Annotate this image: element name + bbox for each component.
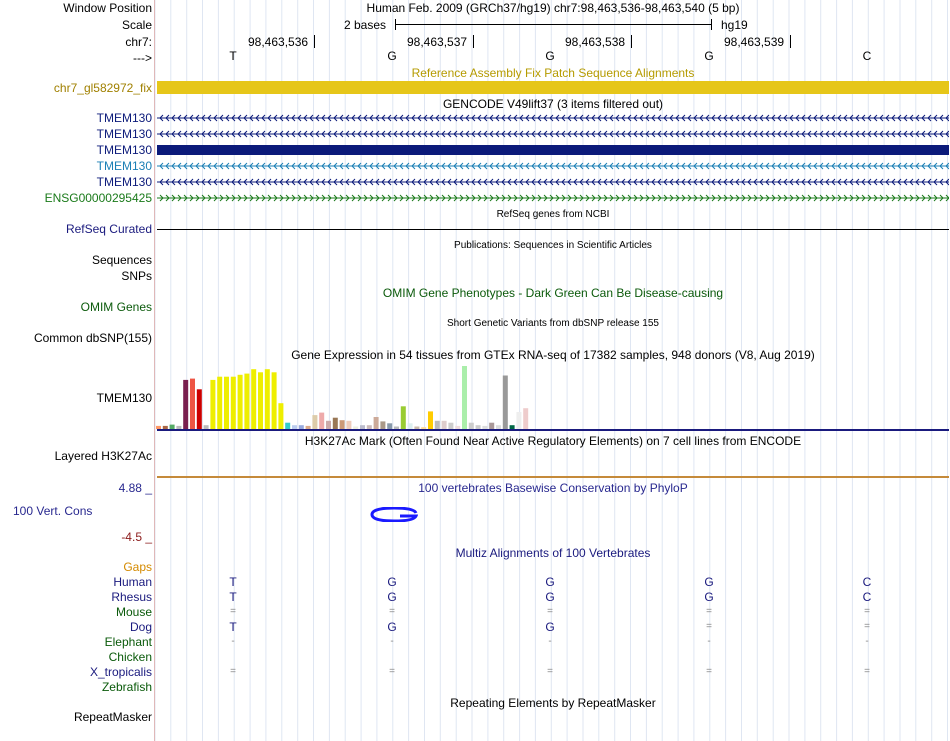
refseq-gene-line[interactable] [157,229,949,230]
scale-db: hg19 [721,18,748,32]
gtex-tissue-bar [428,411,433,429]
omim-label[interactable]: OMIM Genes [80,300,152,314]
gtex-tissue-bar [319,413,324,429]
gtex-tissue-bar [340,420,345,429]
multiz-species-x_tropicalis[interactable]: X_tropicalis [89,665,152,679]
gtex-baseline [157,429,949,431]
gtex-tissue-bar [516,412,521,429]
multiz-species-elephant[interactable]: Elephant [104,635,152,649]
coord-tick-1 [314,35,315,48]
multiz-base: G [387,590,397,604]
gtex-tissue-bar [224,377,229,429]
gtex-tissue-bar [442,421,447,429]
multiz-base: - [231,636,235,647]
multiz-base: T [229,590,237,604]
coord-2: 98,463,537 [407,35,468,49]
gencode-item-label-4[interactable]: TMEM130 [96,159,152,173]
scale-bar [395,24,712,25]
multiz-base: = [389,666,395,677]
gtex-tissue-bar [374,417,379,429]
multiz-base: C [862,575,872,589]
gencode-transcript-3-exon[interactable] [157,145,949,155]
gencode-item-label-1[interactable]: TMEM130 [96,111,152,125]
scale-bar-left-tick [395,19,396,30]
multiz-species-human[interactable]: Human [113,575,152,589]
multiz-base: = [706,666,712,677]
coord-3: 98,463,538 [565,35,626,49]
dbsnp-label[interactable]: Common dbSNP(155) [33,331,152,345]
refseq-label[interactable]: RefSeq Curated [65,222,152,236]
coord-tick-2 [473,35,474,48]
base-4: G [704,49,714,63]
gtex-tissue-bar [210,380,215,429]
gtex-title: Gene Expression in 54 tissues from GTEx RNA-seq of 17382 samples, 948 donors (V8, Aug 2019) [291,348,815,362]
multiz-base: - [865,636,869,647]
gencode-item-label-3[interactable]: TMEM130 [96,143,152,157]
multiz-base: G [387,575,397,589]
multiz-base: C [862,590,872,604]
base-5: C [862,49,872,63]
strand-label: ---> [133,51,152,65]
multiz-base: = [706,606,712,617]
cons-min-label: -4.5 _ [121,530,152,544]
gtex-tissue-bar [312,415,317,429]
multiz-base: = [547,666,553,677]
gtex-tissue-bar [190,379,195,429]
coord-4: 98,463,539 [724,35,785,49]
gtex-tissue-bar [326,421,331,429]
gtex-tissue-bar [503,376,508,430]
gencode-title: GENCODE V49lift37 (3 items filtered out) [442,97,664,111]
scale-label: Scale [121,18,152,32]
gtex-tissue-bar [346,421,351,429]
gtex-tissue-bar [231,377,236,429]
fix-patch-label[interactable]: chr7_gl582972_fix [53,81,152,95]
coord-tick-3 [631,35,632,48]
fix-patch-bar[interactable] [157,81,949,94]
repeatmasker-label[interactable]: RepeatMasker [73,710,152,724]
gtex-tissue-bar [380,421,385,429]
multiz-species-chicken[interactable]: Chicken [108,650,152,664]
h3k27ac-signal[interactable] [157,476,949,478]
multiz-base: G [545,575,555,589]
gtex-tissue-bar [333,418,338,429]
multiz-base: = [547,606,553,617]
window-position-value: Human Feb. 2009 (GRCh37/hg19) chr7:98,463,536-98,463,540 (5 bp) [366,1,740,15]
gtex-tissue-bar [462,366,467,429]
multiz-gaps-label[interactable]: Gaps [123,560,152,574]
base-2: G [387,49,397,63]
coord-tick-4 [790,35,791,48]
multiz-base: G [545,620,555,634]
multiz-base: T [229,620,237,634]
h3k27ac-title: H3K27Ac Mark (Often Found Near Active Regulatory Elements) on 7 cell lines from ENCODE [304,434,802,448]
dbsnp-title: Short Genetic Variants from dbSNP release 155 [447,318,659,329]
gtex-tissue-bar [258,372,263,429]
multiz-species-zebrafish[interactable]: Zebrafish [101,680,152,694]
base-3: G [545,49,555,63]
gencode-transcript-6[interactable] [157,193,949,203]
multiz-species-dog[interactable]: Dog [129,620,152,634]
fix-patch-title: Reference Assembly Fix Patch Sequence Alignments [411,66,695,80]
multiz-base: = [864,621,870,632]
multiz-base: = [706,621,712,632]
coord-1: 98,463,536 [248,35,309,49]
cons-label[interactable]: 100 Vert. Cons [13,504,93,518]
gtex-tissue-bar [217,377,222,429]
multiz-base: G [704,590,714,604]
publications-label[interactable]: Sequences [91,253,152,267]
h3k27ac-label[interactable]: Layered H3K27Ac [54,449,152,463]
base-1: T [229,49,237,63]
gencode-item-label-6[interactable]: ENSG00000295425 [44,191,152,205]
gtex-tissue-bar [244,374,249,429]
gtex-bar-chart[interactable] [155,363,950,431]
gtex-tissue-bar [401,406,406,429]
multiz-base: = [389,606,395,617]
gtex-tissue-bar [183,380,188,429]
gtex-tissue-bar [265,369,270,429]
multiz-base: T [229,575,237,589]
gencode-transcript-4[interactable] [157,161,949,171]
window-position-label: Window Position [63,1,152,15]
scale-text: 2 bases [344,18,387,32]
repeatmasker-title: Repeating Elements by RepeatMasker [450,696,656,710]
publications-title: Publications: Sequences in Scientific Articles [454,240,652,251]
snps-label[interactable]: SNPs [121,269,152,283]
multiz-base: - [390,636,394,647]
gtex-label[interactable]: TMEM130 [96,391,152,405]
scale-bar-right-tick [711,19,712,30]
gtex-tissue-bar [272,372,277,429]
multiz-base: = [230,606,236,617]
refseq-title: RefSeq genes from NCBI [496,209,610,220]
multiz-base: = [864,606,870,617]
gencode-transcript-1[interactable] [157,113,949,123]
cons-logo-g-glyph [370,507,418,522]
multiz-base: G [545,590,555,604]
multiz-title: Multiz Alignments of 100 Vertebrates [455,546,651,560]
gencode-item-label-2[interactable]: TMEM130 [96,127,152,141]
gtex-tissue-bar [523,408,528,429]
multiz-base: = [864,666,870,677]
cons-max-label: 4.88 _ [118,481,152,495]
gencode-item-label-5[interactable]: TMEM130 [96,175,152,189]
gtex-tissue-bar [197,389,202,429]
multiz-base: = [230,666,236,677]
multiz-species-mouse[interactable]: Mouse [115,605,152,619]
gencode-transcript-2[interactable] [157,129,949,139]
multiz-base: - [548,636,552,647]
multiz-base: G [704,575,714,589]
gencode-transcript-5[interactable] [157,177,949,187]
gtex-tissue-bar [238,375,243,429]
gtex-tissue-bar [435,421,440,429]
multiz-base: - [707,636,711,647]
omim-title: OMIM Gene Phenotypes - Dark Green Can Be Disease-causing [382,286,724,300]
gtex-tissue-bar [278,403,283,429]
multiz-base: G [387,620,397,634]
cons-title: 100 vertebrates Basewise Conservation by PhyloP [418,481,688,495]
gtex-tissue-bar [251,369,256,429]
multiz-species-rhesus[interactable]: Rhesus [111,590,152,604]
chrom-label: chr7: [125,35,152,49]
